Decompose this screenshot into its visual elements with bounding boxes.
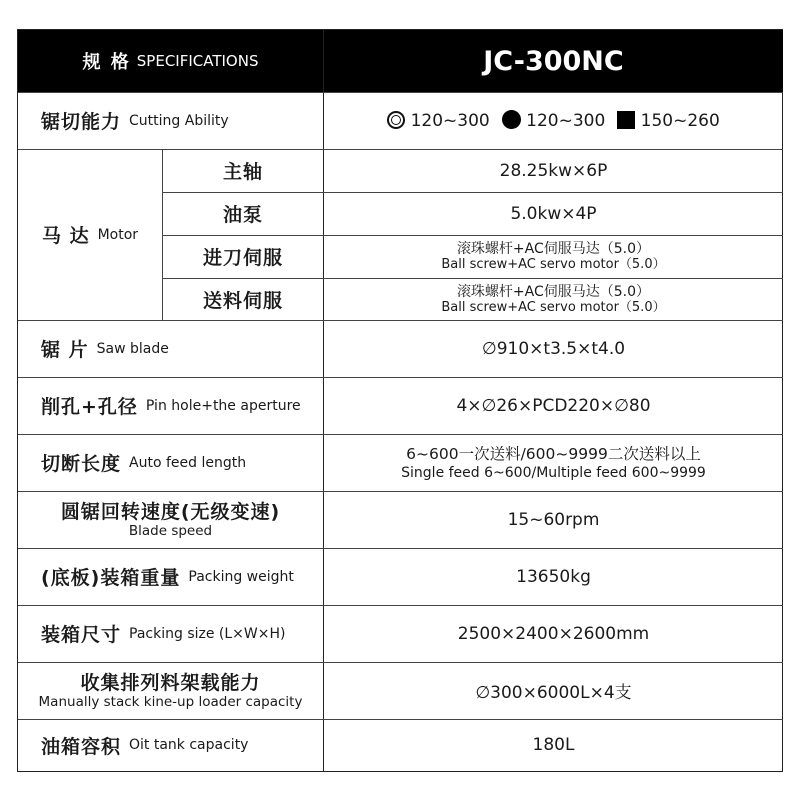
motor-material-servo-cn: 滚珠螺杆+AC伺服马达（5.0） bbox=[456, 283, 651, 300]
row-divider bbox=[18, 149, 783, 150]
row-divider bbox=[162, 235, 783, 236]
motor-material-servo-label: 送料伺服 bbox=[202, 289, 283, 312]
pin-hole-label bbox=[18, 377, 323, 434]
packing-size-label bbox=[18, 605, 323, 662]
spec-header-en: SPECIFICATIONS bbox=[136, 52, 259, 70]
filled-circle-icon bbox=[502, 110, 521, 129]
packing-size-value: 2500×2400×2600mm bbox=[457, 623, 650, 644]
cutting-round-tube-value: 120~300 bbox=[410, 110, 490, 131]
cutting-ability-cn: 锯切能力 bbox=[41, 111, 122, 133]
cutting-square-bar bbox=[617, 111, 720, 131]
row-divider bbox=[18, 491, 783, 492]
saw-blade-cn: 锯 片 bbox=[41, 339, 89, 361]
packing-weight-value: 13650kg bbox=[516, 566, 591, 587]
motor-label-en: Motor bbox=[97, 226, 139, 243]
motor-material-servo-en: Ball screw+AC servo motor（5.0） bbox=[441, 299, 666, 315]
loader-en: Manually stack kine-up loader capacity bbox=[38, 693, 303, 710]
packing-size-en: Packing size (L×W×H) bbox=[129, 625, 286, 642]
loader-value: ∅300×6000L×4支 bbox=[475, 683, 632, 703]
feed-length-en: Auto feed length bbox=[129, 454, 247, 471]
row-divider bbox=[18, 719, 783, 720]
motor-label-cn: 马 达 bbox=[41, 225, 90, 247]
cutting-ability-en: Cutting Ability bbox=[129, 112, 229, 129]
feed-length-cn: 切断长度 bbox=[41, 453, 122, 475]
cutting-round-tube bbox=[387, 111, 490, 131]
row-divider bbox=[18, 434, 783, 435]
loader-label bbox=[18, 662, 323, 719]
motor-spindle-label: 主轴 bbox=[222, 161, 263, 183]
blade-speed-cn: 圆锯回转速度(无级变速) bbox=[60, 500, 281, 523]
feed-length-value bbox=[324, 434, 783, 491]
row-divider bbox=[18, 548, 783, 549]
filled-square-icon bbox=[617, 111, 635, 129]
packing-size-cn: 装箱尺寸 bbox=[41, 624, 122, 646]
blade-speed-value: 15~60rpm bbox=[507, 509, 600, 530]
cutting-square-bar-value: 150~260 bbox=[640, 110, 720, 131]
packing-weight-en: Packing weight bbox=[188, 568, 294, 585]
feed-length-value-cn: 6~600一次送料/600~9999二次送料以上 bbox=[406, 444, 701, 463]
motor-material-servo-value bbox=[324, 278, 783, 320]
row-divider bbox=[18, 92, 783, 93]
saw-blade-label bbox=[18, 320, 323, 377]
cutting-ability-label bbox=[18, 92, 323, 149]
blade-speed-label bbox=[18, 491, 323, 548]
packing-weight-cn: (底板)装箱重量 bbox=[41, 567, 181, 589]
motor-feed-servo-label: 进刀伺服 bbox=[202, 247, 283, 269]
motor-feed-servo-value bbox=[324, 235, 783, 278]
spec-table bbox=[17, 29, 783, 772]
pin-hole-value: 4×∅26×PCD220×∅80 bbox=[456, 395, 651, 416]
row-divider bbox=[18, 377, 783, 378]
pin-hole-cn: 削孔+孔径 bbox=[41, 396, 138, 418]
spec-header-cn: 规 格 bbox=[82, 52, 131, 73]
oil-tank-cn: 油箱容积 bbox=[41, 735, 122, 758]
row-divider bbox=[18, 320, 783, 321]
model-name: JC-300NC bbox=[483, 45, 624, 77]
saw-blade-value: ∅910×t3.5×t4.0 bbox=[481, 338, 626, 359]
row-divider bbox=[162, 278, 783, 279]
motor-feed-servo-cn: 滚珠螺杆+AC伺服马达（5.0） bbox=[456, 241, 651, 257]
row-divider bbox=[162, 192, 783, 193]
double-circle-icon bbox=[387, 111, 405, 129]
spec-header-label bbox=[18, 30, 323, 92]
motor-spindle-value: 28.25kw×6P bbox=[499, 160, 608, 181]
motor-oil-pump-value: 5.0kw×4P bbox=[510, 203, 597, 224]
main-column-divider bbox=[323, 30, 324, 771]
packing-weight-label bbox=[18, 548, 323, 605]
row-divider bbox=[18, 605, 783, 606]
loader-cn: 收集排列料架载能力 bbox=[80, 671, 261, 694]
feed-length-label bbox=[18, 434, 323, 491]
pin-hole-en: Pin hole+the aperture bbox=[145, 397, 301, 414]
motor-label bbox=[18, 149, 162, 320]
row-divider bbox=[18, 662, 783, 663]
cutting-round-bar bbox=[502, 110, 606, 131]
cutting-round-bar-value: 120~300 bbox=[526, 111, 606, 131]
saw-blade-en: Saw blade bbox=[96, 340, 169, 357]
motor-oil-pump-label: 油泵 bbox=[222, 204, 263, 226]
oil-tank-value: 180L bbox=[532, 735, 575, 755]
blade-speed-en: Blade speed bbox=[128, 522, 213, 539]
oil-tank-label bbox=[18, 719, 323, 771]
motor-feed-servo-en: Ball screw+AC servo motor（5.0） bbox=[441, 257, 666, 272]
model-header bbox=[324, 30, 783, 92]
oil-tank-en: Oit tank capacity bbox=[129, 737, 249, 753]
cutting-ability-value bbox=[324, 92, 783, 149]
feed-length-value-en: Single feed 6~600/Multiple feed 600~9999 bbox=[401, 464, 706, 481]
